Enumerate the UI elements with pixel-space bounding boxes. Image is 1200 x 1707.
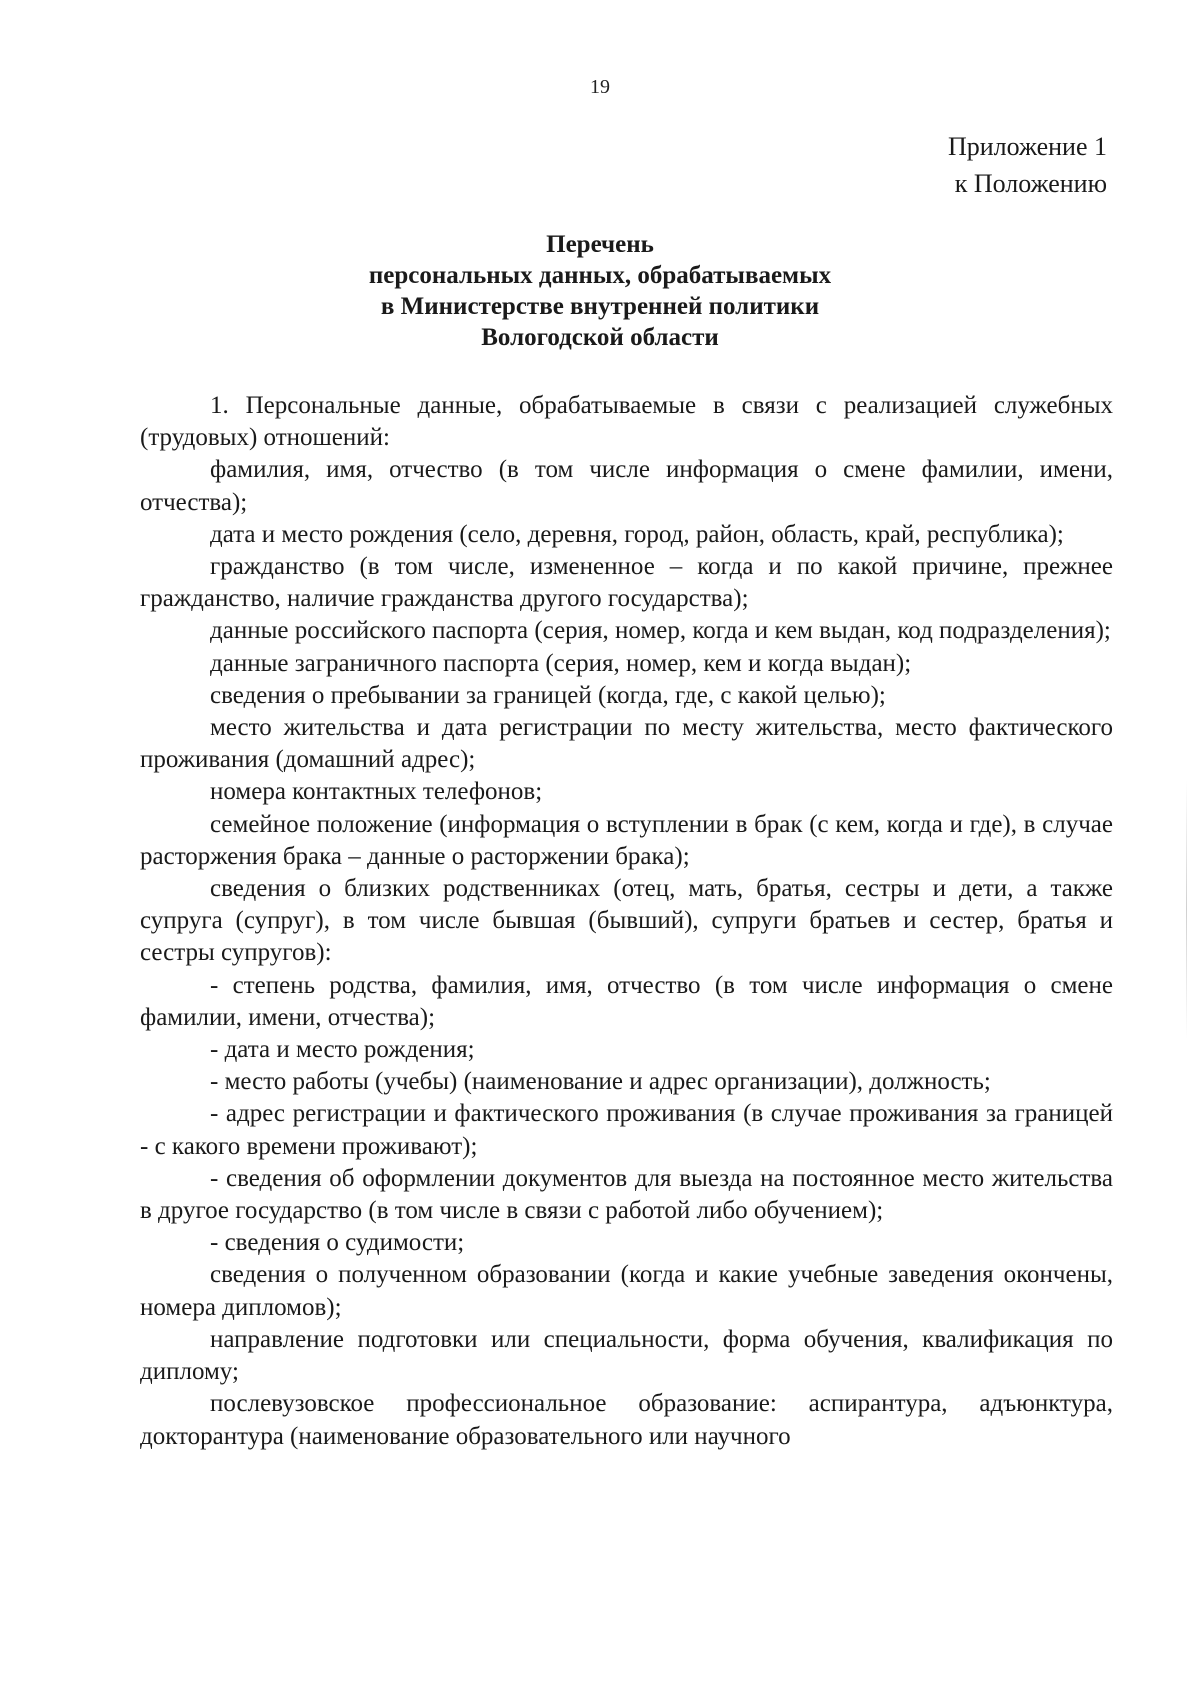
paragraph-5: данные российского паспорта (серия, номер, когда и кем выдан, код подразделения); bbox=[210, 617, 1111, 645]
paragraph-11: сведения о близких родственниках (отец, мать, братья, сестры и дети, а также супруга (супруг), в том числе бывшая (бывший), супруги братьев и сестер, братья и сестры супругов): bbox=[140, 875, 1113, 967]
paragraph-19: направление подготовки или специальности, форма обучения, квалификация по диплому; bbox=[140, 1325, 1113, 1386]
paragraph-10: семейное положение (информация о вступлении в брак (с кем, когда и где), в случае расторжения брака – данные о расторжении брака); bbox=[140, 810, 1113, 870]
paragraph-1: 1. Персональные данные, обрабатываемые в связи с реализацией служебных (трудовых) отношений: bbox=[140, 392, 1113, 452]
paragraph-2: фамилия, имя, отчество (в том числе информация о смене фамилии, имени, отчества); bbox=[140, 456, 1113, 516]
document-body bbox=[140, 390, 1113, 1453]
paragraph-20: послевузовское профессиональное образование: аспирантура, адъюнктура, докторантура (наименование образовательного или научного bbox=[140, 1390, 1113, 1450]
paragraph-4: гражданство (в том числе, измененное – когда и по какой причине, прежнее гражданство, наличие гражданства другого государства); bbox=[140, 553, 1113, 613]
appendix-line-1: Приложение 1 bbox=[947, 132, 1107, 161]
paragraph-13: - дата и место рождения; bbox=[210, 1036, 475, 1064]
paragraph-17: - сведения о судимости; bbox=[210, 1229, 465, 1257]
paragraph-16: - сведения об оформлении документов для выезда на постоянное место жительства в другое государство (в том числе в связи с работой либо обучением); bbox=[140, 1164, 1113, 1225]
paragraph-7: сведения о пребывании за границей (когда, где, с какой целью); bbox=[210, 681, 886, 709]
title-line-3: в Министерстве внутренней политики bbox=[380, 293, 820, 320]
paragraph-9: номера контактных телефонов; bbox=[210, 778, 543, 806]
paragraph-6: данные заграничного паспорта (серия, номер, кем и когда выдан); bbox=[210, 649, 912, 677]
paragraph-15: - адрес регистрации и фактического проживания (в случае проживания за границей - с какого времени проживают); bbox=[140, 1100, 1113, 1160]
page-number: 19 bbox=[590, 76, 610, 98]
title-line-4: Вологодской области bbox=[481, 324, 719, 351]
paragraph-8: место жительства и дата регистрации по месту жительства, место фактического проживания (домашний адрес); bbox=[140, 714, 1113, 774]
paragraph-12: - степень родства, фамилия, имя, отчество (в том числе информация о смене фамилии, имени, отчества); bbox=[140, 971, 1113, 1031]
scan-edge-mark bbox=[1186, 780, 1187, 1040]
paragraph-18: сведения о полученном образовании (когда и какие учебные заведения окончены, номера дипломов); bbox=[140, 1261, 1113, 1321]
title-line-1: Перечень bbox=[546, 231, 654, 258]
title-line-2: персональных данных, обрабатываемых bbox=[368, 262, 832, 289]
paragraph-14: - место работы (учебы) (наименование и адрес организации), должность; bbox=[210, 1068, 991, 1096]
document-title bbox=[0, 229, 1200, 353]
paragraph-3: дата и место рождения (село, деревня, город, район, область, край, республика); bbox=[210, 520, 1064, 548]
appendix-line-2: к Положению bbox=[954, 169, 1107, 198]
appendix-reference bbox=[948, 128, 1107, 202]
